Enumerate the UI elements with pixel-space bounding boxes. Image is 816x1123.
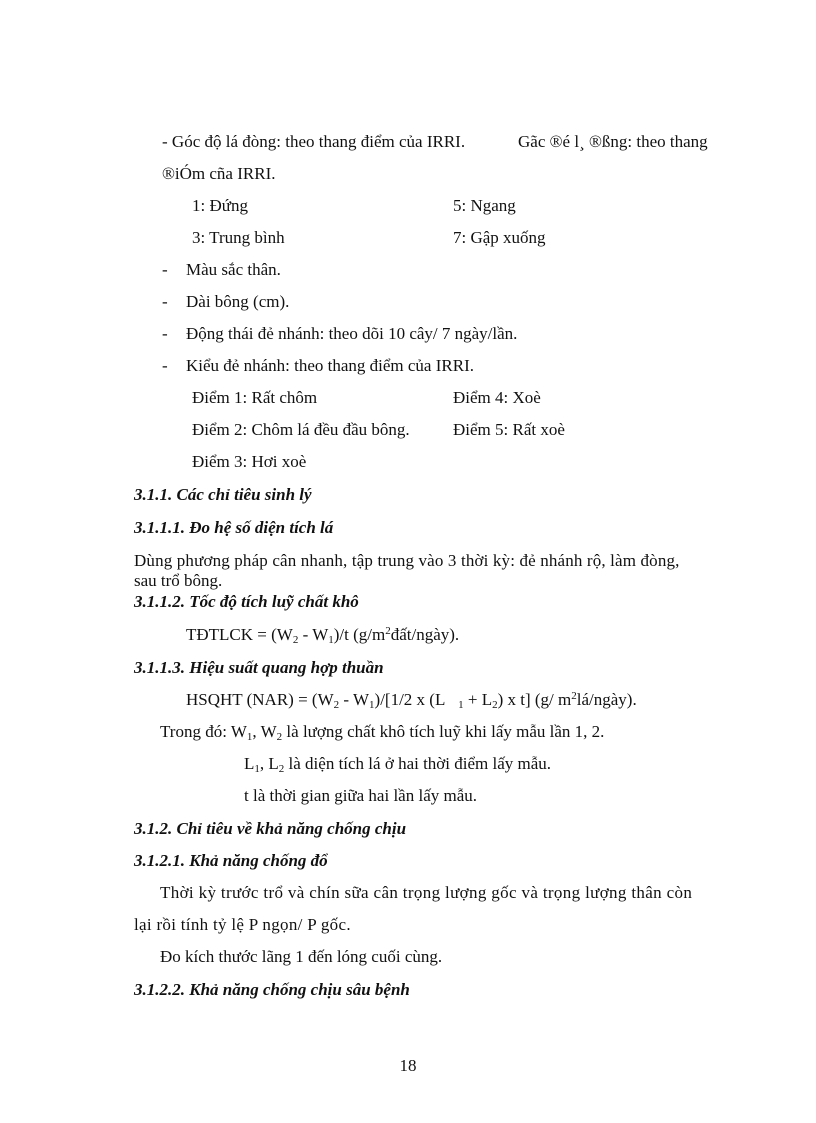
page-number: 18 <box>399 1056 417 1075</box>
bullet-dash: - <box>162 356 168 375</box>
paragraph-line: Đo kích thước lãng 1 đến lóng cuối cùng. <box>160 947 443 966</box>
subsection-heading: 3.1.1.3. Hiệu suất quang hợp thuần <box>134 658 384 677</box>
text-line-garbled: Gãc ®é l¸ ®ßng: theo thang <box>518 132 708 151</box>
text-line: - Góc độ lá đòng: theo thang điểm của IRRI. <box>162 132 466 151</box>
list-item: Điểm 5: Rất xoè <box>453 420 565 439</box>
list-item: Điểm 4: Xoè <box>453 388 541 407</box>
list-item: Điểm 2: Chôm lá đều đầu bông. <box>192 420 410 439</box>
paragraph-line: lại rồi tính tỷ lệ P ngọn/ P gốc. <box>134 915 351 934</box>
list-item: 7: Gập xuống <box>453 228 546 247</box>
definition-line: t là thời gian giữa hai lần lấy mẫu. <box>244 786 478 805</box>
definition-line: $L_1$, $L_2$ là diện tích lá ở hai thời điểm lấy mẫu. <box>244 754 552 775</box>
formula-hsqht: HSQHT $(NAR) = (W_2 - W_1)/[1/2$ x (L $_1 + L_2$) x t] (g/ $m^2lá/ngày$). <box>186 690 637 711</box>
list-item: Động thái đẻ nhánh: theo dõi 10 cây/ 7 ngày/lần. <box>186 324 518 343</box>
list-item: Kiểu đẻ nhánh: theo thang điểm của IRRI. <box>186 356 474 375</box>
paragraph-line: sau trổ bông. <box>134 571 223 590</box>
formula-tdtlck: TĐTLCK = $(W_2 - W_1)/t$ $(g/m^2đất/ngày)$. <box>186 625 460 646</box>
section-heading: 3.1.1. Các chỉ tiêu sinh lý <box>134 485 312 504</box>
bullet-dash: - <box>162 292 168 311</box>
subsection-heading: 3.1.1.1. Đo hệ số diện tích lá <box>134 518 334 537</box>
list-item: Màu sắc thân. <box>186 260 281 279</box>
text-line-garbled: ®iÓm cña IRRI. <box>162 164 276 183</box>
list-item: 5: Ngang <box>453 196 516 215</box>
bullet-dash: - <box>162 324 168 343</box>
list-item: Điểm 3: Hơi xoè <box>192 452 307 471</box>
paragraph-line: Thời kỳ trước trổ và chín sữa cân trọng lượng gốc và trọng lượng thân còn <box>160 883 693 902</box>
list-item: 1: Đứng <box>192 196 248 215</box>
list-item: Dài bông (cm). <box>186 292 290 311</box>
paragraph-line: Dùng phương pháp cân nhanh, tập trung vào 3 thời kỳ: đẻ nhánh rộ, làm đòng, <box>134 551 680 570</box>
list-item: 3: Trung bình <box>192 228 285 247</box>
subsection-heading: 3.1.2.2. Khả năng chống chịu sâu bệnh <box>134 980 410 999</box>
section-heading: 3.1.2. Chỉ tiêu về khả năng chống chịu <box>134 819 407 838</box>
subsection-heading: 3.1.2.1. Khả năng chống đổ <box>134 851 328 870</box>
subsection-heading: 3.1.1.2. Tốc độ tích luỹ chất khô <box>134 592 359 611</box>
bullet-dash: - <box>162 260 168 279</box>
definition-line: Trong đó: $W_1$, $W_2$ là lượng chất khô tích luỹ khi lấy mẫu lần 1, 2. <box>160 722 605 743</box>
list-item: Điểm 1: Rất chôm <box>192 388 318 407</box>
